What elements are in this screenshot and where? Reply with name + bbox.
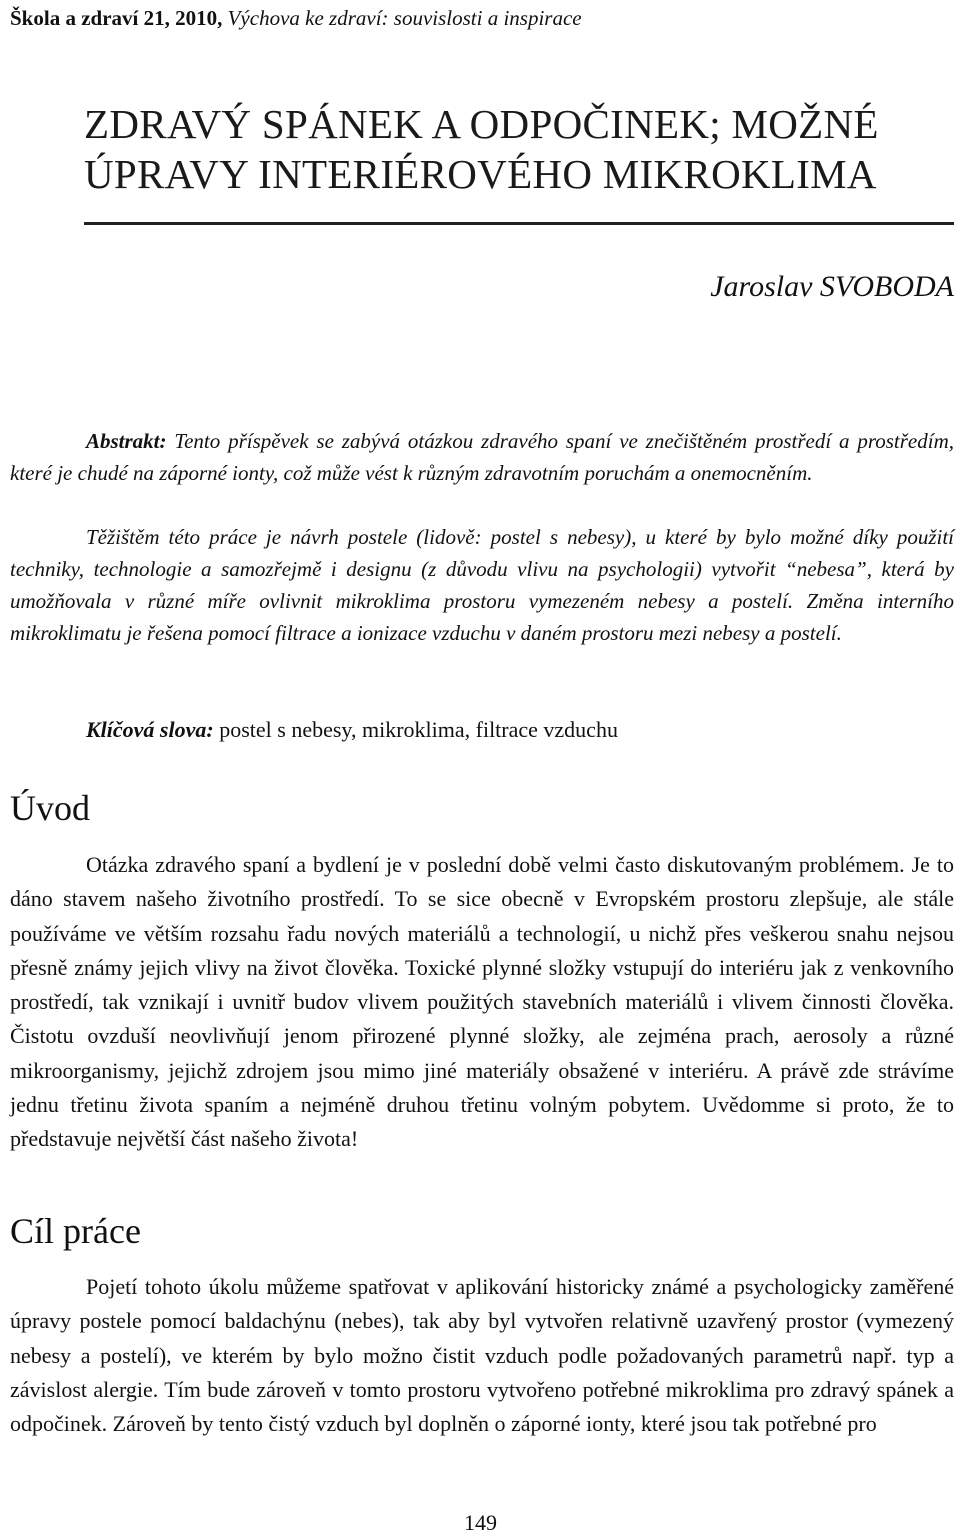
journal-name: Škola a zdraví 21, 2010, [10, 6, 223, 30]
author-name: Jaroslav SVOBODA [710, 270, 954, 303]
keywords-label: Klíčová slova: [86, 717, 214, 742]
keywords [86, 717, 618, 743]
page-number: 149 [464, 1510, 497, 1535]
title-divider [84, 222, 954, 225]
article-title-line-2: ÚPRAVY INTERIÉROVÉHO MIKROKLIMA [84, 151, 877, 197]
section-body-uvod: Otázka zdravého spaní a bydlení je v poslední době velmi často diskutovaným problémem. Je to dáno stavem našeho životního prostředí. To se sice obecně v Evropském prostoru zlepšuje, ale stále používáme ve větším rozsahu řadu nových materiálů a technologií, u nichž přes veškerou snahu nejsou přesně známy jejich vlivy na život člověka. Toxické plynné složky vstupují do interiéru jak z venkovního prostředí, tak vznikají i uvnitř budov vlivem použitých stavebních materiálů i vlivem činnosti člověka. Čistotu ovzduší neovlivňují jenom přirozené plynné složky, ale zejména prach, aerosoly a různé mikroorganismy, jejichž zdrojem jsou mimo jiné materiály obsažené v interiéru. A právě zde strávíme jednu třetinu života spaním a nejméně druhou třetinu volným pobytem. Uvědomme si proto, že to představuje největší část našeho života! [10, 852, 954, 1152]
article-title-line-1: ZDRAVÝ SPÁNEK A ODPOČINEK; MOŽNÉ [84, 101, 879, 147]
abstract-text-1: Tento příspěvek se zabývá otázkou zdravého spaní ve znečištěném prostředí a prostředím, které je chudé na záporné ionty, což může vést k různým zdravotním poruchám a onemocněním. [10, 429, 954, 485]
volume-title: Výchova ke zdraví: souvislosti a inspirace [227, 6, 582, 30]
running-header [10, 6, 582, 31]
abstract-paragraph-1 [10, 425, 954, 489]
keywords-text: postel s nebesy, mikroklima, filtrace vzduchu [219, 717, 618, 742]
abstract-paragraph-2: Těžištěm této práce je návrh postele (lidově: postel s nebesy), u které by bylo možné díky použití techniky, technologie a samozřejmě i designu (z důvodu vlivu na psychologii) vytvořit “nebesa”, která by umožňovala v různé míře ovlivnit mikroklima prostoru vymezeném nebesy a postelí. Změna interního mikroklimatu je řešena pomocí filtrace a ionizace vzduchu v daném prostoru mezi nebesy a postelí. [10, 525, 954, 645]
section-heading-uvod: Úvod [10, 788, 90, 828]
abstract-label: Abstrakt: [86, 429, 167, 453]
section-body-cil-prace: Pojetí tohoto úkolu můžeme spatřovat v aplikování historicky známé a psychologicky zaměřené úpravy postele pomocí baldachýnu (nebes), tak aby byl vytvořen relativně uzavřený prostor (vymezený nebesy a postelí), ve kterém by bylo možno čistit vzduch podle požadovaných parametrů např. typ a závislost alergie. Tím bude zároveň v tomto prostoru vytvořeno potřebné mikroklima pro zdravý spánek a odpočinek. Zároveň by tento čistý vzduch byl doplněn o záporné ionty, které jsou tak potřebné pro [10, 1274, 954, 1437]
section-heading-cil-prace: Cíl práce [10, 1211, 141, 1251]
